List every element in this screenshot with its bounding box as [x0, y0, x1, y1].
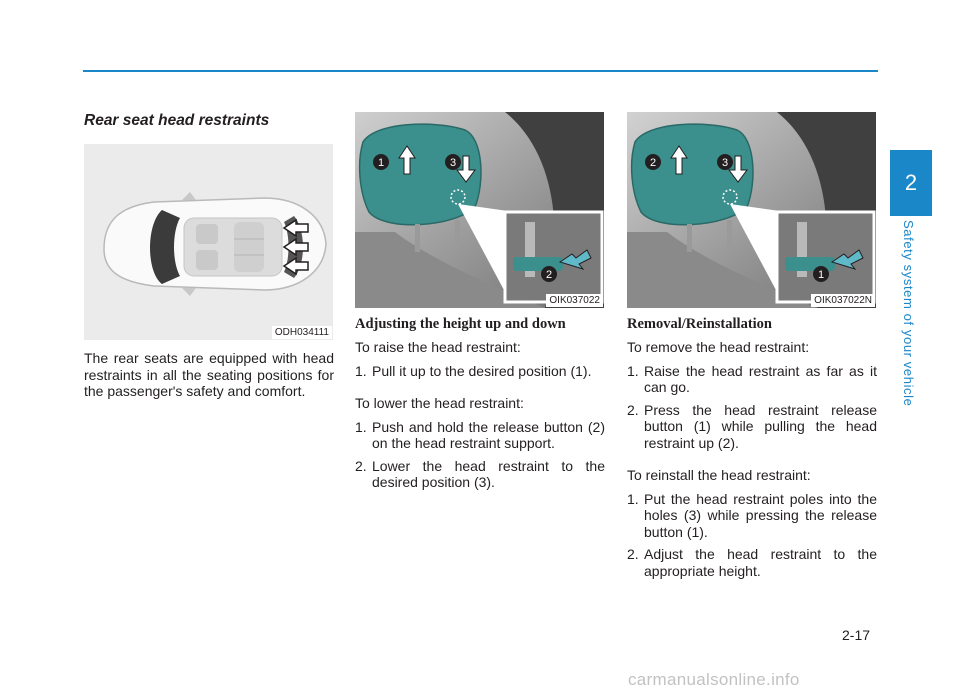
- callout-3: 3: [449, 157, 457, 169]
- figure-code: OIK037022N: [811, 294, 875, 307]
- figure-code: OIK037022: [546, 294, 603, 307]
- list-item: [627, 363, 877, 396]
- remove-intro: To remove the head restraint:: [627, 339, 810, 355]
- list-text: Lower the head restraint to the desired position (3).: [372, 457, 605, 490]
- head-restraint-illustration: [355, 112, 604, 308]
- list-text: Put the head restraint poles into the holes (3) while pressing the release button (1).: [644, 490, 877, 540]
- list-item: [355, 363, 605, 380]
- height-adjust-figure: [355, 112, 604, 308]
- list-number: 1.: [355, 362, 367, 379]
- raise-intro: To raise the head restraint:: [355, 339, 521, 355]
- list-number: 1.: [627, 362, 639, 379]
- callout-1: 1: [817, 269, 825, 281]
- chapter-number: 2: [904, 170, 918, 195]
- chapter-tab: [890, 150, 932, 216]
- section-heading: Rear seat head restraints: [84, 112, 270, 129]
- callout-3: 3: [721, 157, 729, 169]
- list-text: Pull it up to the desired position (1).: [372, 362, 592, 379]
- right-column: [627, 112, 877, 585]
- callout-1: 1: [377, 157, 385, 169]
- left-column: [84, 112, 334, 407]
- list-item: [627, 402, 877, 452]
- watermark: carmanualsonline.info: [628, 670, 800, 689]
- middle-column: [355, 112, 605, 497]
- subheading: Removal/Reinstallation: [627, 316, 772, 332]
- car-top-view-illustration: [84, 144, 333, 340]
- head-restraint-removal-illustration: [627, 112, 876, 308]
- list-item: [627, 491, 877, 541]
- list-text: Press the head restraint release button (1) while pulling the head restraint up (2).: [644, 401, 877, 451]
- removal-figure: [627, 112, 876, 308]
- list-number: 2.: [355, 457, 367, 474]
- callout-2: 2: [545, 269, 553, 281]
- list-item: [627, 546, 877, 579]
- intro-paragraph: The rear seats are equipped with head restraints in all the seating positions for the passenger's safety and comfort.: [84, 350, 334, 399]
- list-number: 1.: [627, 490, 639, 507]
- list-item: [355, 458, 605, 491]
- page-number: 2-17: [842, 627, 871, 643]
- list-text: Adjust the head restraint to the appropriate height.: [644, 546, 877, 579]
- list-number: 2.: [627, 546, 639, 562]
- list-number: 2.: [627, 401, 639, 418]
- list-item: [355, 419, 605, 452]
- list-number: 1.: [355, 418, 367, 435]
- subheading: Adjusting the height up and down: [355, 316, 566, 332]
- list-text: Raise the head restraint as far as it can go.: [644, 362, 877, 395]
- reinstall-intro: To reinstall the head restraint:: [627, 467, 811, 483]
- list-text: Push and hold the release button (2) on the head restraint support.: [372, 418, 605, 451]
- callout-2: 2: [649, 157, 657, 169]
- lower-intro: To lower the head restraint:: [355, 395, 524, 411]
- top-rule: [83, 70, 878, 72]
- figure-code: ODH034111: [272, 326, 332, 339]
- car-top-view-figure: [84, 144, 333, 340]
- chapter-title: Safety system of your vehicle: [901, 220, 916, 407]
